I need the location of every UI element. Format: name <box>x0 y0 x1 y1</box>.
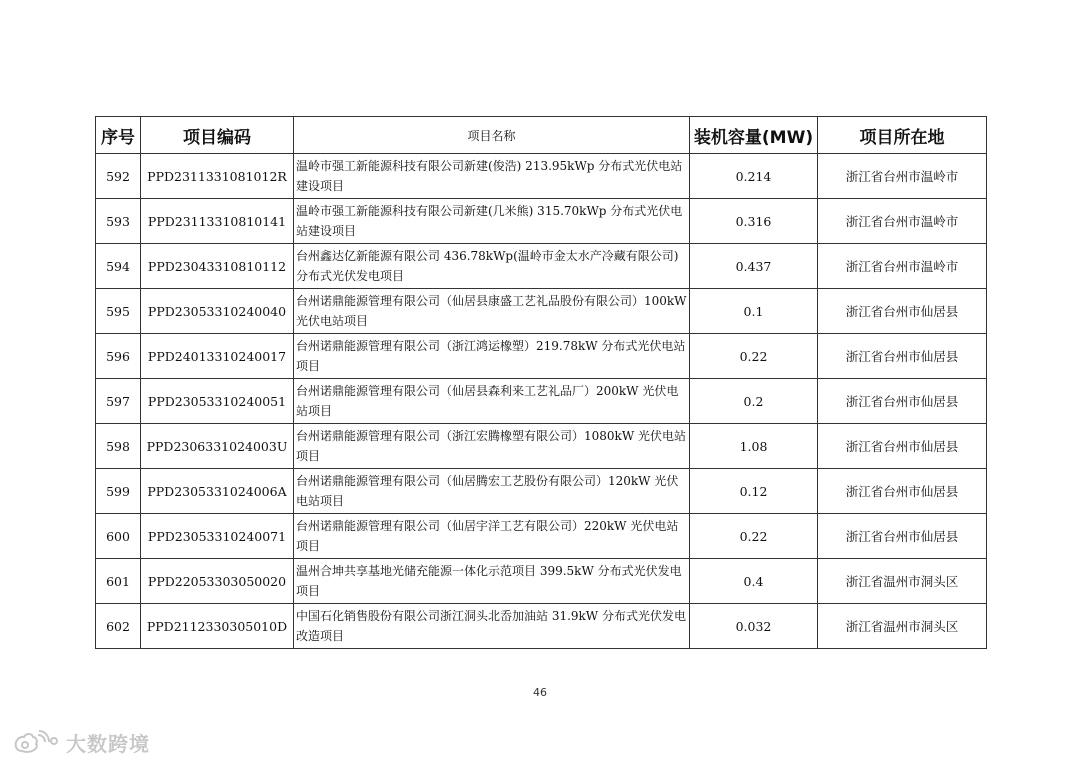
cell-serial-number: 600 <box>96 514 141 559</box>
cell-serial-number: 595 <box>96 289 141 334</box>
cell-serial-number: 596 <box>96 334 141 379</box>
weibo-logo-icon <box>12 729 60 757</box>
table-body <box>96 154 987 649</box>
cell-project-name: 台州诺鼎能源管理有限公司（仙居县康盛工艺礼品股份有限公司）100kW 光伏电站项目 <box>294 289 690 334</box>
watermark <box>12 728 150 757</box>
table-row <box>96 334 987 379</box>
table-row <box>96 424 987 469</box>
cell-location: 浙江省温州市洞头区 <box>818 559 987 604</box>
cell-serial-number: 601 <box>96 559 141 604</box>
cell-project-code: PPD2305331024006A <box>141 469 294 514</box>
cell-location: 浙江省台州市温岭市 <box>818 244 987 289</box>
cell-location: 浙江省台州市仙居县 <box>818 469 987 514</box>
header-project-name: 项目名称 <box>294 117 690 154</box>
cell-project-code: PPD23053310240040 <box>141 289 294 334</box>
cell-project-name: 台州鑫达亿新能源有限公司 436.78kWp(温岭市金太水产冷藏有限公司)分布式光伏发电项目 <box>294 244 690 289</box>
cell-project-code: PPD23053310240071 <box>141 514 294 559</box>
table-row <box>96 379 987 424</box>
table-row <box>96 289 987 334</box>
cell-capacity: 0.1 <box>690 289 818 334</box>
table-row <box>96 154 987 199</box>
cell-serial-number: 597 <box>96 379 141 424</box>
table-row <box>96 559 987 604</box>
cell-project-name: 中国石化销售股份有限公司浙江洞头北岙加油站 31.9kW 分布式光伏发电改造项目 <box>294 604 690 649</box>
cell-location: 浙江省台州市仙居县 <box>818 379 987 424</box>
table-row <box>96 469 987 514</box>
cell-serial-number: 599 <box>96 469 141 514</box>
table-row <box>96 244 987 289</box>
cell-project-name: 温岭市强工新能源科技有限公司新建(几米熊) 315.70kWp 分布式光伏电站建设项目 <box>294 199 690 244</box>
cell-project-name: 台州诺鼎能源管理有限公司（仙居宇洋工艺有限公司）220kW 光伏电站项目 <box>294 514 690 559</box>
cell-project-code: PPD2311331081012R <box>141 154 294 199</box>
cell-location: 浙江省台州市仙居县 <box>818 514 987 559</box>
cell-location: 浙江省台州市仙居县 <box>818 334 987 379</box>
table-row <box>96 604 987 649</box>
header-serial-number: 序号 <box>96 117 141 154</box>
cell-capacity: 0.22 <box>690 334 818 379</box>
cell-project-name: 温州合坤共享基地光储充能源一体化示范项目 399.5kW 分布式光伏发电项目 <box>294 559 690 604</box>
header-capacity: 装机容量(MW) <box>690 117 818 154</box>
header-location: 项目所在地 <box>818 117 987 154</box>
cell-project-name: 台州诺鼎能源管理有限公司（浙江鸿运橡塑）219.78kW 分布式光伏电站项目 <box>294 334 690 379</box>
cell-location: 浙江省台州市温岭市 <box>818 199 987 244</box>
cell-location: 浙江省台州市仙居县 <box>818 289 987 334</box>
watermark-text: 大数跨境 <box>66 732 150 756</box>
cell-capacity: 0.032 <box>690 604 818 649</box>
cell-project-code: PPD23113310810141 <box>141 199 294 244</box>
cell-project-code: PPD22053303050020 <box>141 559 294 604</box>
cell-project-code: PPD2112330305010D <box>141 604 294 649</box>
cell-serial-number: 598 <box>96 424 141 469</box>
cell-capacity: 0.4 <box>690 559 818 604</box>
header-project-code: 项目编码 <box>141 117 294 154</box>
cell-project-code: PPD23053310240051 <box>141 379 294 424</box>
cell-capacity: 0.12 <box>690 469 818 514</box>
cell-project-code: PPD23043310810112 <box>141 244 294 289</box>
table-row <box>96 199 987 244</box>
project-table <box>95 116 987 649</box>
table-header-row <box>96 117 987 154</box>
cell-serial-number: 594 <box>96 244 141 289</box>
cell-capacity: 1.08 <box>690 424 818 469</box>
cell-capacity: 0.22 <box>690 514 818 559</box>
cell-location: 浙江省台州市仙居县 <box>818 424 987 469</box>
cell-capacity: 0.2 <box>690 379 818 424</box>
cell-serial-number: 602 <box>96 604 141 649</box>
cell-project-name: 温岭市强工新能源科技有限公司新建(俊浩) 213.95kWp 分布式光伏电站建设项目 <box>294 154 690 199</box>
table-row <box>96 514 987 559</box>
page-number: 46 <box>533 686 547 699</box>
cell-project-code: PPD24013310240017 <box>141 334 294 379</box>
cell-capacity: 0.437 <box>690 244 818 289</box>
cell-project-name: 台州诺鼎能源管理有限公司（仙居腾宏工艺股份有限公司）120kW 光伏电站项目 <box>294 469 690 514</box>
cell-project-name: 台州诺鼎能源管理有限公司（浙江宏腾橡塑有限公司）1080kW 光伏电站项目 <box>294 424 690 469</box>
cell-project-name: 台州诺鼎能源管理有限公司（仙居县森利来工艺礼品厂）200kW 光伏电站项目 <box>294 379 690 424</box>
cell-capacity: 0.316 <box>690 199 818 244</box>
cell-serial-number: 593 <box>96 199 141 244</box>
cell-capacity: 0.214 <box>690 154 818 199</box>
cell-project-code: PPD2306331024003U <box>141 424 294 469</box>
cell-location: 浙江省台州市温岭市 <box>818 154 987 199</box>
cell-serial-number: 592 <box>96 154 141 199</box>
cell-location: 浙江省温州市洞头区 <box>818 604 987 649</box>
